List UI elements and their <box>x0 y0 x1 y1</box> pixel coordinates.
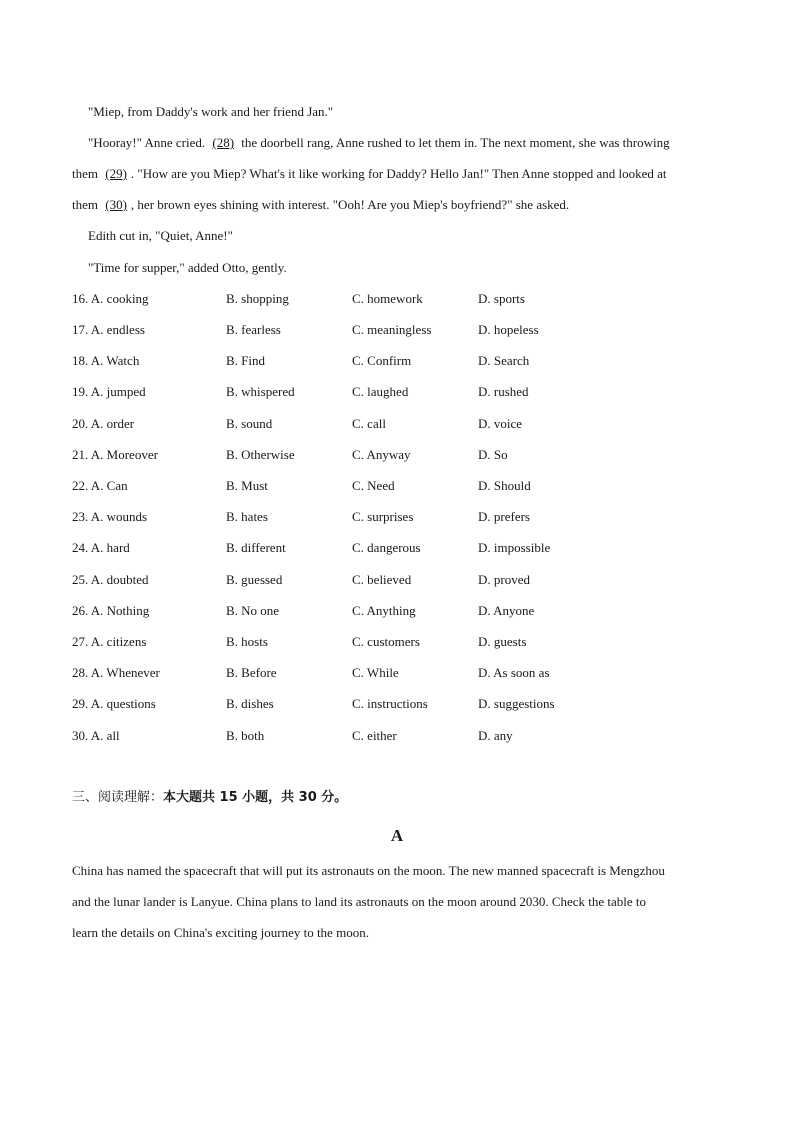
story-text: , her brown eyes shining with interest. "Ooh! Are you Miep's boyfriend?" she asked. <box>130 197 570 212</box>
option-c: C. homework <box>352 291 423 306</box>
section-lead: 三、阅读理解： <box>72 790 164 805</box>
story-line-2 <box>72 135 732 151</box>
option-d: D. Anyone <box>478 603 535 618</box>
option-c: C. call <box>352 416 386 431</box>
option-d: D. impossible <box>478 540 551 555</box>
story-text: them <box>72 166 102 181</box>
option-b: B. Before <box>226 665 277 680</box>
story-text: the doorbell rang, Anne rushed to let them in. The next moment, she was throwing <box>238 135 670 150</box>
option-c: C. either <box>352 728 397 743</box>
section-score-note: 本大题共 15 小题，共 30 分。 <box>163 790 348 805</box>
option-c: C. customers <box>352 634 420 649</box>
option-d: D. proved <box>478 572 530 587</box>
option-c: C. dangerous <box>352 540 421 555</box>
option-a: 17. A. endless <box>72 322 145 337</box>
option-b: B. guessed <box>226 572 283 587</box>
option-d: D. So <box>478 447 508 462</box>
option-c: C. Need <box>352 478 395 493</box>
option-a: 25. A. doubted <box>72 572 149 587</box>
option-d: D. Search <box>478 353 530 368</box>
option-a: 29. A. questions <box>72 696 156 711</box>
option-b: B. fearless <box>226 322 281 337</box>
option-b: B. whispered <box>226 384 295 399</box>
option-b: B. dishes <box>226 696 274 711</box>
option-d: D. hopeless <box>478 322 539 337</box>
option-d: D. voice <box>478 416 523 431</box>
option-d: D. suggestions <box>478 696 555 711</box>
option-c: C. Confirm <box>352 353 412 368</box>
option-a: 30. A. all <box>72 728 120 743</box>
story-text: "Hooray!" Anne cried. <box>88 135 209 150</box>
option-c: C. meaningless <box>352 322 432 337</box>
option-a: 16. A. cooking <box>72 291 149 306</box>
story-line-1: "Miep, from Daddy's work and her friend Jan." <box>88 104 334 119</box>
option-c: C. surprises <box>352 509 414 524</box>
option-a: 18. A. Watch <box>72 353 140 368</box>
option-b: B. sound <box>226 416 273 431</box>
passage-line-3: learn the details on China's exciting journey to the moon. <box>72 925 369 940</box>
option-d: D. prefers <box>478 509 530 524</box>
story-text: them <box>72 197 102 212</box>
option-b: B. different <box>226 540 286 555</box>
story-text: . "How are you Miep? What's it like working for Daddy? Hello Jan!" Then Anne stopped and looked at <box>130 166 667 181</box>
option-a: 24. A. hard <box>72 540 130 555</box>
story-line-3 <box>72 166 732 182</box>
passage-title: A <box>390 826 404 845</box>
option-a: 26. A. Nothing <box>72 603 150 618</box>
option-b: B. Find <box>226 353 266 368</box>
option-d: D. sports <box>478 291 525 306</box>
option-d: D. any <box>478 728 513 743</box>
section-heading <box>72 790 347 806</box>
option-b: B. both <box>226 728 265 743</box>
option-a: 19. A. jumped <box>72 384 146 399</box>
option-d: D. Should <box>478 478 531 493</box>
option-b: B. Must <box>226 478 268 493</box>
option-a: 27. A. citizens <box>72 634 147 649</box>
option-b: B. No one <box>226 603 280 618</box>
option-b: B. hosts <box>226 634 268 649</box>
story-line-6: "Time for supper," added Otto, gently. <box>88 260 287 275</box>
blank-28: (28) <box>212 135 235 150</box>
option-b: B. Otherwise <box>226 447 295 462</box>
option-c: C. believed <box>352 572 412 587</box>
option-a: 28. A. Whenever <box>72 665 160 680</box>
option-c: C. instructions <box>352 696 428 711</box>
option-d: D. rushed <box>478 384 529 399</box>
option-c: C. Anyway <box>352 447 411 462</box>
option-a: 23. A. wounds <box>72 509 148 524</box>
passage-line-1: China has named the spacecraft that will put its astronauts on the moon. The new manned spacecraft is Mengzhou <box>72 863 665 878</box>
option-a: 22. A. Can <box>72 478 128 493</box>
option-a: 21. A. Moreover <box>72 447 158 462</box>
option-d: D. guests <box>478 634 527 649</box>
option-b: B. hates <box>226 509 268 524</box>
blank-30: (30) <box>105 197 127 212</box>
option-d: D. As soon as <box>478 665 550 680</box>
passage-line-2: and the lunar lander is Lanyue. China plans to land its astronauts on the moon around 2030. Check the table to <box>72 894 647 909</box>
story-line-4 <box>72 197 732 213</box>
story-line-5: Edith cut in, "Quiet, Anne!" <box>88 228 233 243</box>
option-c: C. laughed <box>352 384 409 399</box>
option-c: C. Anything <box>352 603 416 618</box>
option-a: 20. A. order <box>72 416 135 431</box>
blank-29: (29) <box>105 166 127 181</box>
option-c: C. While <box>352 665 399 680</box>
option-b: B. shopping <box>226 291 289 306</box>
